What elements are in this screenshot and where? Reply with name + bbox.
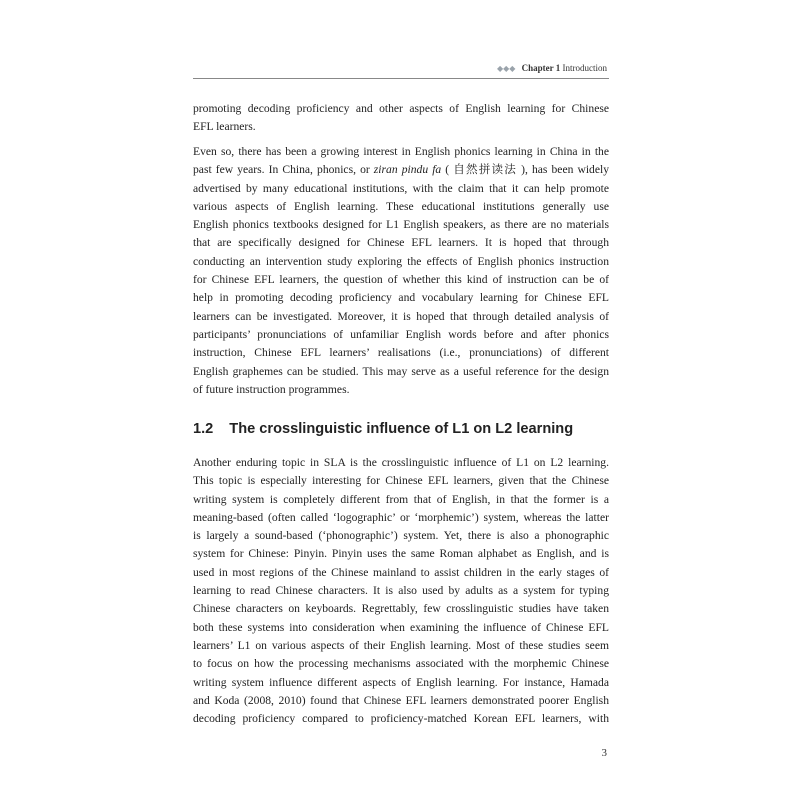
text-line: EFL learners. — [193, 120, 256, 134]
section-title: The crosslinguistic influence of L1 on L2 learning — [229, 421, 574, 437]
paragraph-2 — [193, 143, 609, 399]
text-line: for Chinese EFL learners, the question of whether this kind of instruction can be of — [193, 273, 609, 287]
text-line: learners can be investigated. Moreover, it is hoped that through detailed analysis of — [193, 309, 609, 323]
chapter-label: Chapter 1 — [521, 63, 561, 73]
text-line: that are specifically designed for Chinese EFL learners. It is hoped that through — [193, 236, 609, 250]
chapter-title: Introduction — [562, 63, 607, 73]
text-line: writing system is completely different from that of English, in that the former is a — [193, 492, 609, 506]
text-segment: past few years. In China, phonics, or — [193, 163, 374, 177]
text-line: Even so, there has been a growing interest in English phonics learning in China in the — [193, 145, 609, 158]
text-line: conducting an intervention study exploring the effects of English phonics instruction — [193, 254, 609, 268]
text-line: Another enduring topic in SLA is the crosslinguistic influence of L1 on L2 learning. — [193, 456, 609, 469]
text-line: to focus on how the processing mechanisms associated with the morphemic Chinese — [193, 657, 609, 671]
text-line: both these systems into consideration when examining the influence of Chinese EFL — [193, 620, 609, 634]
text-line: decoding proficiency compared to proficiency-matched Korean EFL learners, with — [193, 712, 609, 726]
text-line: various aspects of English learning. These educational institutions generally use — [193, 199, 609, 213]
text-line: advertised by many educational institutions, with the claim that it can help promote — [193, 181, 609, 195]
text-line: help in promoting decoding proficiency and vocabulary learning for Chinese EFL — [193, 291, 609, 305]
running-head — [497, 63, 607, 73]
diamond-ornament-icon: ◆◆◆ — [496, 64, 516, 73]
header-rule — [193, 78, 609, 79]
text-line: of future instruction programmes. — [193, 382, 350, 396]
text-line — [193, 161, 609, 179]
text-line: participants’ pronunciations of unfamiliar English words before and after phonics — [193, 327, 609, 341]
paragraph-1 — [193, 100, 609, 137]
text-line: meaning-based (often called ‘logographic’ or ‘morphemic’) system, whereas the latter — [193, 510, 609, 524]
text-line: promoting decoding proficiency and other aspects of English learning for Chinese — [193, 102, 609, 115]
section-number: 1.2 — [193, 421, 214, 437]
text-line: learning to read Chinese characters. It is also used by adults as a system for typing — [193, 584, 609, 598]
paragraph-3 — [193, 454, 609, 728]
text-line: Chinese characters on keyboards. Regrettably, few crosslinguistic studies have taken — [193, 602, 609, 616]
text-line: writing system influence different aspects of English learning. For instance, Hamada — [193, 675, 609, 689]
text-line: learners’ L1 on various aspects of their English learning. Most of these studies seem — [193, 638, 609, 652]
text-line: is largely a sound-based (‘phonographic’) system. Yet, there is also a phonographic — [193, 529, 609, 543]
text-line: English graphemes can be studied. This may serve as a useful reference for the design — [193, 364, 609, 378]
page-number: 3 — [601, 747, 607, 759]
text-line: and Koda (2008, 2010) found that Chinese EFL learners demonstrated poorer English — [193, 693, 609, 707]
text-line: instruction, Chinese EFL learners’ realisations (i.e., pronunciations) of different — [193, 346, 609, 360]
text-line: This topic is especially interesting for Chinese EFL learners, given that the Chinese — [193, 474, 609, 488]
text-line: used in most regions of the Chinese mainland to assist children in the early stages of — [193, 565, 609, 579]
text-line: English phonics textbooks designed for L1 English speakers, as there are no materials — [193, 218, 609, 232]
section-heading — [193, 421, 573, 437]
pinyin-term: ziran pindu fa — [373, 163, 442, 177]
text-line: system for Chinese: Pinyin. Pinyin uses the same Roman alphabet as English, and is — [193, 547, 609, 561]
text-segment: ( 自然拼读法 ), has been widely — [441, 163, 610, 177]
